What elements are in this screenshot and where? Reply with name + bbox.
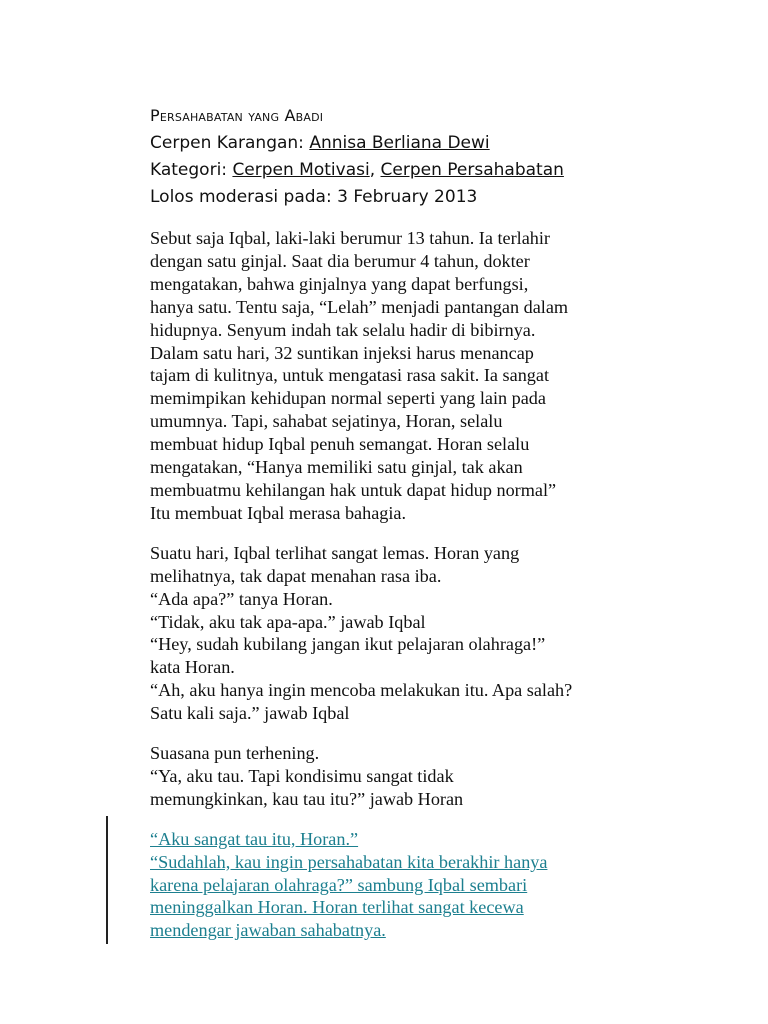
text-line: “Ah, aku hanya ingin mencoba melakukan itu. Apa salah? <box>150 680 573 701</box>
text-line: Dalam satu hari, 32 suntikan injeksi harus menancap <box>150 342 534 363</box>
story-page <box>150 102 710 942</box>
moderation-line: Lolos moderasi pada: 3 February 2013 <box>150 187 478 207</box>
text-line: memungkinkan, kau tau itu?” jawab Horan <box>150 788 464 809</box>
story-body <box>150 227 710 942</box>
paragraph-3 <box>150 742 710 811</box>
text-line: memimpikan kehidupan normal seperti yang lain pada <box>150 388 546 409</box>
text-line: Sebut saja Iqbal, laki-laki berumur 13 tahun. Ia terlahir <box>150 228 550 248</box>
linked-text-line[interactable]: mendengar jawaban sahabatnya. <box>150 920 386 941</box>
category-line <box>150 157 710 184</box>
author-label: Cerpen Karangan: <box>150 133 310 153</box>
text-line: hanya satu. Tentu saja, “Lelah” menjadi pantangan dalam <box>150 296 569 317</box>
linked-text-line[interactable]: “Sudahlah, kau ingin persahabatan kita berakhir hanya <box>150 851 548 872</box>
text-line: membuatmu kehilangan hak untuk dapat hidup normal” <box>150 479 557 500</box>
text-line: kata Horan. <box>150 657 235 678</box>
text-line: Suasana pun terhening. <box>150 743 320 764</box>
change-bar <box>106 816 108 944</box>
author-line <box>150 130 710 157</box>
category-label: Kategori: <box>150 160 233 180</box>
paragraph-1 <box>150 227 710 525</box>
linked-text-line[interactable]: karena pelajaran olahraga?” sambung Iqbal sembari <box>150 874 528 895</box>
paragraph-2 <box>150 542 710 725</box>
text-line: melihatnya, tak dapat menahan rasa iba. <box>150 565 442 586</box>
text-line: Satu kali saja.” jawab Iqbal <box>150 703 350 724</box>
text-line: “Hey, sudah kubilang jangan ikut pelajaran olahraga!” <box>150 634 546 655</box>
text-line: Itu membuat Iqbal merasa bahagia. <box>150 502 407 523</box>
text-line: hidupnya. Senyum indah tak selalu hadir di bibirnya. <box>150 319 536 340</box>
text-line: dengan satu ginjal. Saat dia berumur 4 tahun, dokter <box>150 250 530 271</box>
category-link-motivasi[interactable]: Cerpen Motivasi <box>232 160 370 180</box>
text-line: “Ada apa?” tanya Horan. <box>150 588 333 609</box>
linked-text-line[interactable]: “Aku sangat tau itu, Horan.” <box>150 828 359 849</box>
text-line: umumnya. Tapi, sahabat sejatinya, Horan, selalu <box>150 411 503 432</box>
linked-paragraph <box>150 828 710 943</box>
text-line: “Ya, aku tau. Tapi kondisimu sangat tidak <box>150 765 454 786</box>
author-link[interactable]: Annisa Berliana Dewi <box>309 133 490 153</box>
text-line: mengatakan, bahwa ginjalnya yang dapat berfungsi, <box>150 273 529 294</box>
story-title: Persahabatan yang Abadi <box>150 106 324 125</box>
category-separator: , <box>369 160 381 180</box>
linked-text-line[interactable]: meninggalkan Horan. Horan terlihat sangat kecewa <box>150 897 524 918</box>
text-line: mengatakan, “Hanya memiliki satu ginjal, tak akan <box>150 457 523 478</box>
category-link-persahabatan[interactable]: Cerpen Persahabatan <box>380 160 564 180</box>
text-line: membuat hidup Iqbal penuh semangat. Horan selalu <box>150 434 530 455</box>
story-header <box>150 102 710 211</box>
text-line: “Tidak, aku tak apa-apa.” jawab Iqbal <box>150 611 426 632</box>
text-line: tajam di kulitnya, untuk mengatasi rasa sakit. Ia sangat <box>150 365 550 386</box>
text-line: Suatu hari, Iqbal terlihat sangat lemas. Horan yang <box>150 542 520 563</box>
